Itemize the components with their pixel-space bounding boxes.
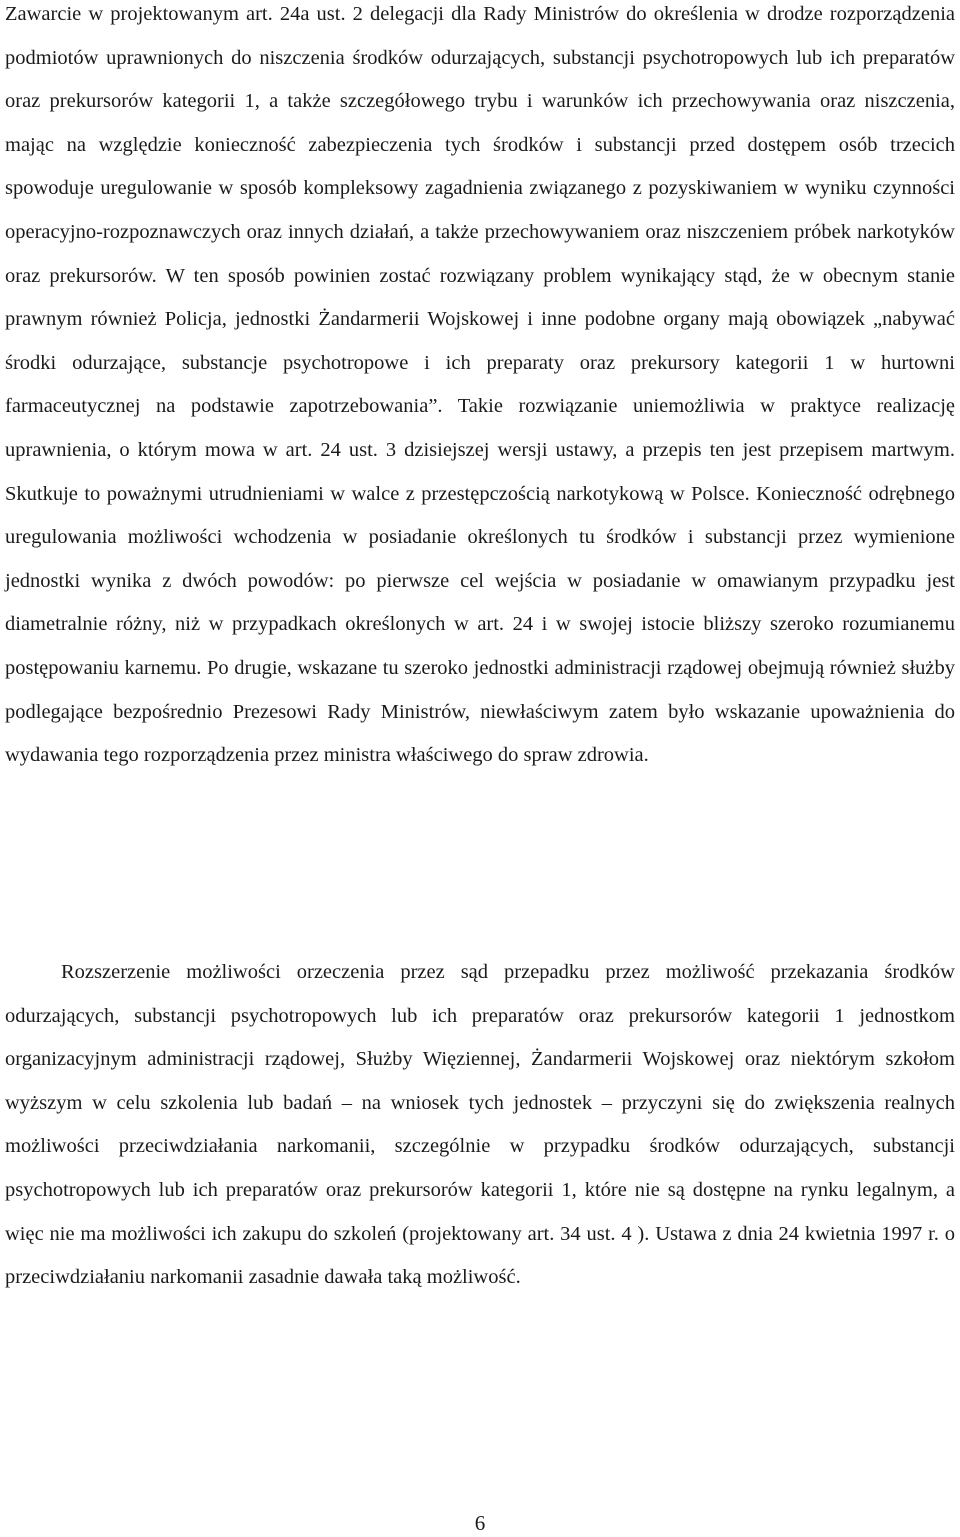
body-paragraph-2: Rozszerzenie możliwości orzeczenia przez sąd przepadku przez możliwość przekazania środków odurzających, substancji psychotropowych lub ich preparatów oraz prekursorów kategorii 1 jednostkom organizacyjnym administracji rządowej, Służby Więziennej, Żandarmerii Wojskowej oraz niektórym szkołom wyższym w celu szkolenia lub badań – na wniosek tych jednostek – przyczyni się do zwiększenia realnych możliwości przeciwdziałania narkomanii, szczególnie w przypadku środków odurzających, substancji psychotropowych lub ich preparatów oraz prekursorów kategorii 1, które nie są dostępne na rynku legalnym, a więc nie ma możliwości ich zakupu do szkoleń (projektowany art. 34 ust. 4 ). Ustawa z dnia 24 kwietnia 1997 r. o przeciwdziałaniu narkomanii zasadnie dawała taką możliwość. [5,961,955,1289]
page-number: 6 [474,1511,486,1535]
body-paragraph-1: Zawarcie w projektowanym art. 24a ust. 2 delegacji dla Rady Ministrów do określenia w drodze rozporządzenia podmiotów uprawnionych do niszczenia środków odurzających, substancji psychotropowych lub ich preparatów oraz prekursorów kategorii 1, a także szczegółowego trybu i warunków ich przechowywania oraz niszczenia, mając na względzie konieczność zabezpieczenia tych środków i substancji przed dostępem osób trzecich spowoduje uregulowanie w sposób kompleksowy zagadnienia związanego z pozyskiwaniem w wyniku czynności operacyjno-rozpoznawczych oraz innych działań, a także przechowywaniem oraz niszczeniem próbek narkotyków oraz prekursorów. W ten sposób powinien zostać rozwiązany problem wynikający stąd, że w obecnym stanie prawnym również Policja, jednostki Żandarmerii Wojskowej i inne podobne organy mają obowiązek „nabywać środki odurzające, substancje psychotropowe i ich preparaty oraz prekursory kategorii 1 w hurtowni farmaceutycznej na podstawie zapotrzebowania”. Takie rozwiązanie uniemożliwia w praktyce realizację uprawnienia, o którym mowa w art. 24 ust. 3 dzisiejszej wersji ustawy, a przepis ten jest przepisem martwym. Skutkuje to poważnymi utrudnieniami w walce z przestępczością narkotykową w Polsce. Konieczność odrębnego uregulowania możliwości wchodzenia w posiadanie określonych tu środków i substancji przez wymienione jednostki wynika z dwóch powodów: po pierwsze cel wejścia w posiadanie w omawianym przypadku jest diametralnie różny, niż w przypadkach określonych w art. 24 i w swojej istocie bliższy szeroko rozumianemu postępowaniu karnemu. Po drugie, wskazane tu szeroko jednostki administracji rządowej obejmują również służby podlegające bezpośrednio Prezesowi Rady Ministrów, niewłaściwym zatem było wskazanie upoważnienia do wydawania tego rozporządzenia przez ministra właściwego do spraw zdrowia. [5,3,955,767]
